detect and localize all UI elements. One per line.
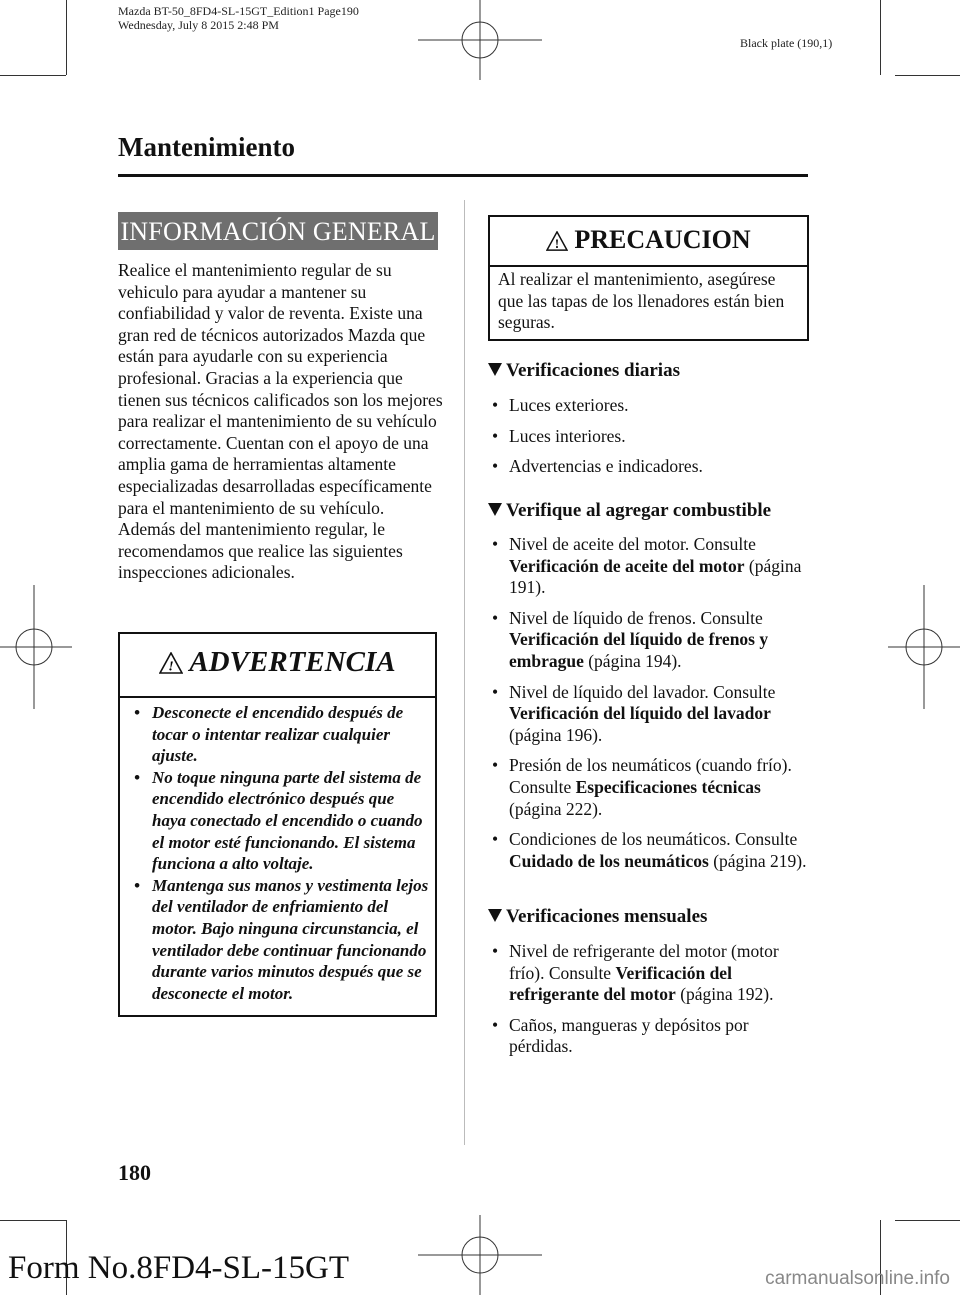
- fuel-list: [488, 534, 810, 881]
- caution-divider: [490, 265, 807, 267]
- list-item: • Nivel de refrigerante del motor (motor frío). Consulte Verificación del refrigerante del motor (página 192).: [492, 941, 779, 1005]
- form-number: Form No.8FD4-SL-15GT: [8, 1250, 350, 1286]
- crop-mark: [66, 0, 67, 75]
- monthly-list: [488, 941, 810, 1067]
- list-item: • Caños, mangueras y depósitos por pérdidas.: [492, 1014, 749, 1057]
- crop-mark: [895, 75, 960, 76]
- column-divider: [464, 200, 465, 1145]
- general-paragraph-2: Además del mantenimiento regular, le recomendamos que realice las siguientes inspecciones adicionales.: [118, 519, 403, 583]
- section-title: Mantenimiento: [118, 132, 295, 162]
- section-rule: [118, 174, 808, 177]
- list-item: • Presión de los neumáticos (cuando frío). Consulte Especificaciones técnicas (página 222).: [492, 755, 792, 819]
- down-triangle-icon: [488, 503, 502, 516]
- warning-box: [118, 632, 437, 1017]
- caution-title: [490, 225, 807, 258]
- caution-title-text: PRECAUCION: [574, 225, 751, 254]
- caution-box: [488, 215, 809, 341]
- warning-item: • Desconecte el encendido después de tocar o intentar realizar cualquier ajuste.: [134, 703, 404, 766]
- daily-list: [488, 395, 810, 487]
- file-info-line2: Wednesday, July 8 2015 2:48 PM: [118, 18, 279, 32]
- warning-triangle-icon: [159, 649, 183, 682]
- registration-mark-right: [888, 585, 960, 709]
- warning-list: [130, 702, 432, 1004]
- list-item: • Luces interiores.: [492, 425, 626, 446]
- warning-item: • Mantenga sus manos y vestimenta lejos del ventilador de enfriamiento del motor. Bajo ninguna circunstancia, el ventilador debe continuar funcionando durante varios minutos después que se desconecte el motor.: [134, 875, 429, 1003]
- registration-mark-top: [418, 0, 542, 80]
- registration-mark-bottom: [418, 1215, 542, 1295]
- fuel-heading: Verifique al agregar combustible: [488, 500, 771, 522]
- file-info-line1: Mazda BT-50_8FD4-SL-15GT_Edition1 Page190: [118, 4, 359, 18]
- list-item: • Nivel de líquido de frenos. Consulte Verificación del líquido de frenos y embrague (página 194).: [492, 607, 769, 671]
- list-item: • Nivel de aceite del motor. Consulte Verificación de aceite del motor (página 191).: [492, 534, 802, 598]
- warning-item: • No toque ninguna parte del sistema de encendido electrónico después que haya conectado el encendido o cuando el motor esté funcionando. El sistema funciona a alto voltaje.: [134, 767, 423, 874]
- general-paragraph: Realice el mantenimiento regular de su vehiculo para ayudar a mantener su confiabilidad y valor de reventa. Existe una gran red de técnicos autorizados Mazda que están para ayudarle con su experiencia profesional. Gracias a la experiencia que tienen sus técnicos calificados son los mejores para realizar el mantenimiento de su vehículo correctamente. Cuentan con el apoyo de una amplia gama de herramientas altamente especializadas desarrolladas específicamente para el mantenimiento de su vehículo.: [118, 260, 443, 518]
- list-item: • Condiciones de los neumáticos. Consulte Cuidado de los neumáticos (página 219).: [492, 829, 807, 871]
- list-item: • Nivel de líquido del lavador. Consulte Verificación del líquido del lavador (página 196).: [492, 681, 776, 745]
- svg-text:!: !: [555, 236, 560, 251]
- watermark: carmanualsonline.info: [765, 1268, 950, 1289]
- daily-heading: Verificaciones diarias: [488, 360, 680, 382]
- general-info-banner: INFORMACIÓN GENERAL: [118, 212, 438, 250]
- crop-mark: [0, 75, 66, 76]
- crop-mark: [0, 1220, 66, 1221]
- list-item: • Advertencias e indicadores.: [492, 456, 703, 477]
- warning-title-text: ADVERTENCIA: [189, 646, 396, 678]
- plate-label: Black plate (190,1): [740, 36, 833, 50]
- down-triangle-icon: [488, 363, 502, 376]
- general-info-text: [118, 260, 443, 584]
- warning-divider: [120, 696, 435, 698]
- registration-mark-left: [0, 585, 72, 709]
- down-triangle-icon: [488, 909, 502, 922]
- monthly-heading: Verificaciones mensuales: [488, 906, 707, 928]
- crop-mark: [895, 1220, 960, 1221]
- svg-text:!: !: [168, 659, 175, 674]
- warning-title: [120, 646, 435, 682]
- page-number: 180: [118, 1160, 151, 1185]
- caution-triangle-icon: [546, 228, 568, 258]
- list-item: • Luces exteriores.: [492, 395, 629, 415]
- caution-text: Al realizar el mantenimiento, asegúrese que las tapas de los llenadores están bien seguras.: [498, 269, 785, 333]
- crop-mark: [880, 0, 881, 75]
